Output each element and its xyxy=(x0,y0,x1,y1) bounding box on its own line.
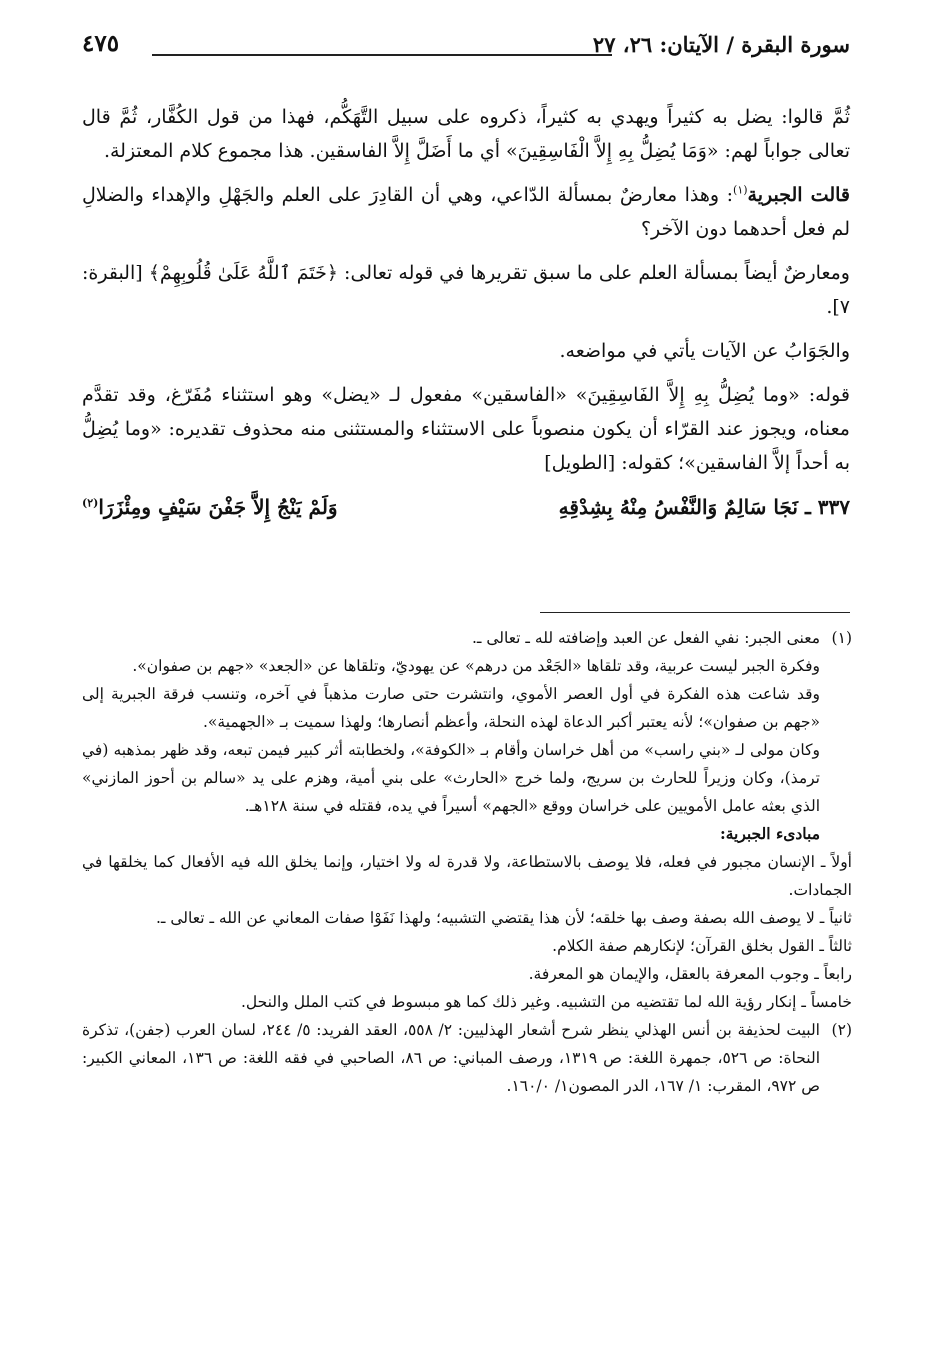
footnote-1-para: وقد شاعت هذه الفكرة في أول العصر الأموي، وانتشرت حتى صارت مذهباً في آخره، وتنسب فرقة الجبرية إلى «جهم بن صفوان»؛ لأنه يعتبر أكبر الدعاة لهذه النحلة، وأعظم أنصارها؛ ولهذا سميت بـ «الجهمية». xyxy=(82,685,820,731)
page-header xyxy=(82,28,850,64)
footnote-ref-2: (٢) xyxy=(82,496,99,510)
verse-number: ٣٣٧ ـ xyxy=(804,495,850,519)
verse-first-hemistich: ٣٣٧ ـ نَجَا سَالِمٌ وَالنَّفْسُ مِنْهُ بِشِدْقِهِ xyxy=(558,495,850,519)
footnote-separator xyxy=(540,612,850,613)
page-number: ٤٧٥ xyxy=(82,30,120,57)
header-rule xyxy=(152,54,612,56)
footnote-1-item: أولاً ـ الإنسان مجبور في فعله، فلا يوصف بالاستطاعة، ولا قدرة له ولا اختيار، وإنما يخلق الله فيه الأفعال كما يخلقها في الجمادات. xyxy=(82,853,852,899)
main-text xyxy=(82,100,850,524)
paragraph-mutazila: ثُمَّ قالوا: يضل به كثيراً ويهدي به كثيراً، ذكروه على سبيل التَّهَكُّم، فهذا من قول الكُفَّار، ثُمَّ قال تعالى جواباً لهم: «وَمَا يُضِلُّ بِهِ إِلاَّ الْفَاسِقِينَ» أي ما أَضَلَّ إِلاَّ الفاسقين. هذا مجموع كلام المعتزلة. xyxy=(82,106,850,162)
jabriyya-label: قالت الجبرية xyxy=(747,184,850,206)
footnote-1-item: ثانياً ـ لا يوصف الله بصفة وصف بها خلقه؛ لأن هذا يقتضي التشبيه؛ ولهذا نَفَوْا صفات المعاني عن الله ـ تعالى ـ. xyxy=(155,909,852,927)
footnote-1-subheading: مبادىء الجبرية: xyxy=(719,824,820,843)
footnote-1-para: وكان مولى لـ «بني راسب» من أهل خراسان وأقام بـ «الكوفة»، ولخطابته أثر كبير فيمن تبعه، وقد ظهر بمذهبه (في ترمذ)، وكان وزيراً للحارث بن سريج، ولما خرج «الحارث» على بني أمية، وهزم على يد «سالم بن أحوز المازني» الذي بعثه عامل الأمويين على خراسان ووقع «الجهم» أسيراً في يده، فقتله في سنة ١٢٨هـ. xyxy=(82,741,820,815)
footnote-1-item: رابعاً ـ وجوب المعرفة بالعقل، والإيمان هو المعرفة. xyxy=(528,965,852,983)
footnote-2: (٢) البيت لحذيفة بن أنس الهذلي ينظر شرح أشعار الهذليين: ٢/ ٥٥٨، العقد الفريد: ٥/ ٢٤٤، لسان العرب (جفن)، تذكرة النحاة: ص ٥٢٦، جمهرة اللغة: ص ١٣١٩، ورصف المباني: ص ٨٦، الصاحبي في فقه اللغة: ص ١٣٦، المعاني الكبير: ص ٩٧٢، المقرب: ١/ ١٦٧، الدر المصون١/ ١٦٠/٠. xyxy=(82,1016,852,1100)
paragraph-grammar: قوله: «وما يُضِلُّ بِهِ إِلاَّ الفَاسِقِينَ» «الفاسقين» مفعول لـ «يضل» وهو استثناء مُفَرّغ، وقد تقدَّم معناه، ويجوز عند القرّاء أن يكون منصوباً على الاستثناء والمستثنى منه محذوف تقديره: «وما يُضِلُّ به أحداً إلاَّ الفاسقين»؛ كقوله: [الطويل] xyxy=(82,384,850,474)
footnote-number: (١) xyxy=(831,629,852,647)
footnote-1-item: ثالثاً ـ القول بخلق القرآن؛ لإنكارهم صفة الكلام. xyxy=(552,937,852,955)
footnote-1-item: خامساً ـ إنكار رؤية الله لما تقتضيه من التشبيه. وغير ذلك كما هو مبسوط في كتب الملل والنحل. xyxy=(240,993,852,1011)
footnote-1-para: وفكرة الجبر ليست عربية، وقد تلقاها «الجَعْد من درهم» عن يهوديّ، وتلقاها عن «الجعد» «جهم بن صفوان». xyxy=(132,657,820,675)
footnote-number: (٢) xyxy=(831,1021,852,1039)
jabriyya-text: : وهذا معارضٌ بمسألة الدّاعي، وهي أن القادِرَ على العلم والجَهْلِ والإهداء والضلالِ لم فعل أحدهما دون الآخر؟ xyxy=(82,184,850,240)
verse-second-hemistich: وَلَمْ يَنْجُ إِلاَّ جَفْنَ سَيْفٍ ومِئْزَرَا$^{(٢)}$ xyxy=(82,495,338,519)
poetry-verse xyxy=(82,490,850,524)
footnote-1-head: (١) معنى الجبر: نفي الفعل عن العبد وإضافته لله ـ تعالى ـ. xyxy=(82,624,852,652)
paragraph-answer: والجَوَابُ عن الآيات يأتي في مواضعه. xyxy=(559,340,850,362)
footnotes xyxy=(82,624,852,1100)
footnote-ref-1: (١) xyxy=(733,183,748,197)
paragraph-objection: ومعارضٌ أيضاً بمسألة العلم على ما سبق تقريرها في قوله تعالى: ﴿خَتَمَ ٱللَّهُ عَلَىٰ قُلُوبِهِمْ﴾ [البقرة: ٧]. xyxy=(82,262,850,318)
paragraph-jabriyya xyxy=(82,178,850,246)
running-title: سورة البقرة / الآيتان: ٢٦، ٢٧ xyxy=(592,32,850,57)
